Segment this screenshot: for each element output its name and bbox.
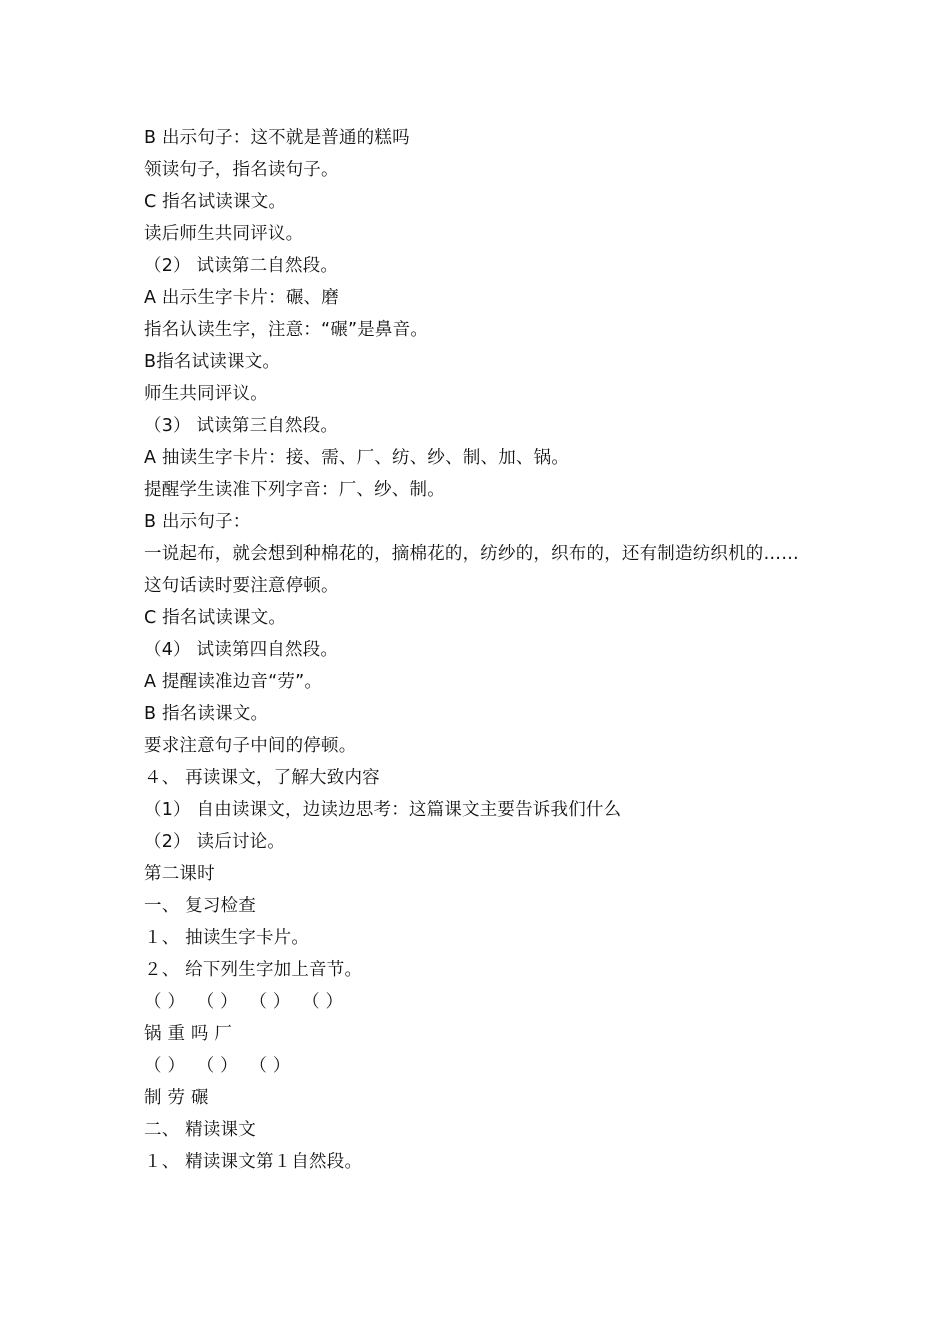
text-line: 领读句子，指名读句子。 bbox=[144, 160, 339, 180]
character-list: 制 劳 碾 bbox=[144, 1088, 209, 1108]
text-line: ４、 再读课文，了解大致内容 bbox=[144, 768, 380, 788]
character-list: 锅 重 吗 厂 bbox=[144, 1024, 233, 1044]
pinyin-blanks: （ ） （ ） （ ） （ ） bbox=[144, 992, 344, 1012]
text-line: A 提醒读准边音“劳”。 bbox=[144, 672, 323, 692]
text-line: （3） 试读第三自然段。 bbox=[144, 416, 339, 436]
text-line: 这句话读时要注意停顿。 bbox=[144, 576, 339, 596]
text-line: C 指名试读课文。 bbox=[144, 608, 287, 628]
text-line: （2） 读后讨论。 bbox=[144, 832, 285, 852]
text-line: 师生共同评议。 bbox=[144, 384, 268, 404]
text-line: B 指名读课文。 bbox=[144, 704, 269, 724]
document-body bbox=[144, 122, 808, 1178]
text-line: 指名认读生字，注意：“碾”是鼻音。 bbox=[144, 320, 429, 340]
pinyin-blanks: （ ） （ ） （ ） bbox=[144, 1056, 291, 1076]
text-line: 一、 复习检查 bbox=[144, 896, 256, 916]
text-line: 读后师生共同评议。 bbox=[144, 224, 304, 244]
text-line: １、 精读课文第１自然段。 bbox=[144, 1152, 363, 1172]
text-line: A 抽读生字卡片：接、需、厂、纺、纱、制、加、锅。 bbox=[144, 448, 570, 468]
text-line: １、 抽读生字卡片。 bbox=[144, 928, 310, 948]
text-line: （2） 试读第二自然段。 bbox=[144, 256, 339, 276]
text-line: B 出示句子：这不就是普通的糕吗 bbox=[144, 128, 410, 148]
text-line: （1） 自由读课文，边读边思考：这篇课文主要告诉我们什么 bbox=[144, 800, 622, 820]
text-line: 提醒学生读准下列字音：厂、纱、制。 bbox=[144, 480, 445, 500]
text-line: ２、 给下列生字加上音节。 bbox=[144, 960, 363, 980]
text-line: 要求注意句子中间的停顿。 bbox=[144, 736, 357, 756]
text-line: A 出示生字卡片：碾、磨 bbox=[144, 288, 339, 308]
text-line: （4） 试读第四自然段。 bbox=[144, 640, 339, 660]
text-line-wrapped: 一说起布，就会想到种棉花的，摘棉花的，纺纱的，织布的，还有制造纺织机的…… bbox=[144, 544, 799, 564]
text-line: B指名试读课文。 bbox=[144, 352, 281, 372]
text-line: 二、 精读课文 bbox=[144, 1120, 256, 1140]
text-line: B 出示句子： bbox=[144, 512, 251, 532]
section-heading: 第二课时 bbox=[144, 864, 215, 884]
text-line: C 指名试读课文。 bbox=[144, 192, 287, 212]
